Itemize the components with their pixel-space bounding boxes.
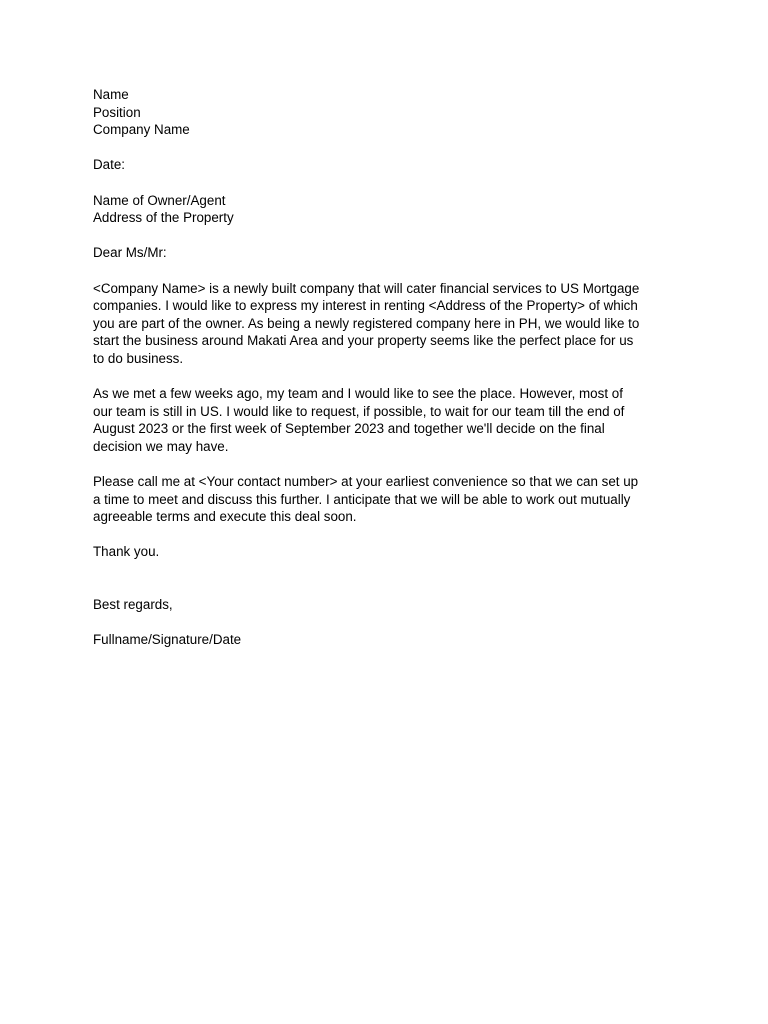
recipient-address: Address of the Property <box>93 210 234 226</box>
paragraph-line: decision we may have. <box>93 438 229 454</box>
date-label: Date: <box>93 157 126 173</box>
paragraph-line: start the business around Makati Area and your property seems like the perfect place for us <box>93 333 634 349</box>
paragraph-line: a time to meet and discuss this further. I anticipate that we will be able to work out mutually <box>93 491 631 507</box>
sender-company: Company Name <box>93 122 190 138</box>
closing-line: Best regards, <box>93 597 173 613</box>
recipient-block <box>93 192 693 227</box>
paragraph-line: to do business. <box>93 350 184 366</box>
paragraph-line: you are part of the owner. As being a newly registered company here in PH, we would like to <box>93 315 640 331</box>
paragraph-line: companies. I would like to express my interest in renting <Address of the Property> of which <box>93 298 638 314</box>
sender-name: Name <box>93 87 129 102</box>
paragraph-contact <box>93 473 693 526</box>
signature-line: Fullname/Signature/Date <box>93 632 242 648</box>
salutation: Dear Ms/Mr: <box>93 245 167 261</box>
sender-block <box>93 86 693 139</box>
sender-position: Position <box>93 104 141 120</box>
paragraph-line: As we met a few weeks ago, my team and I would like to see the place. However, most of <box>93 386 623 402</box>
paragraph-intro <box>93 280 693 368</box>
paragraph-request <box>93 385 693 455</box>
paragraph-line: August 2023 or the first week of September 2023 and together we'll decide on the final <box>93 421 605 437</box>
paragraph-line: agreeable terms and execute this deal soon. <box>93 509 357 525</box>
letter-body <box>93 86 693 649</box>
paragraph-line: our team is still in US. I would like to request, if possible, to wait for our team till the end of <box>93 403 625 419</box>
thanks-line: Thank you. <box>93 544 160 560</box>
paragraph-line: Please call me at <Your contact number> at your earliest convenience so that we can set up <box>93 474 639 490</box>
recipient-name: Name of Owner/Agent <box>93 192 226 208</box>
paragraph-line: <Company Name> is a newly built company that will cater financial services to US Mortgage <box>93 280 640 296</box>
